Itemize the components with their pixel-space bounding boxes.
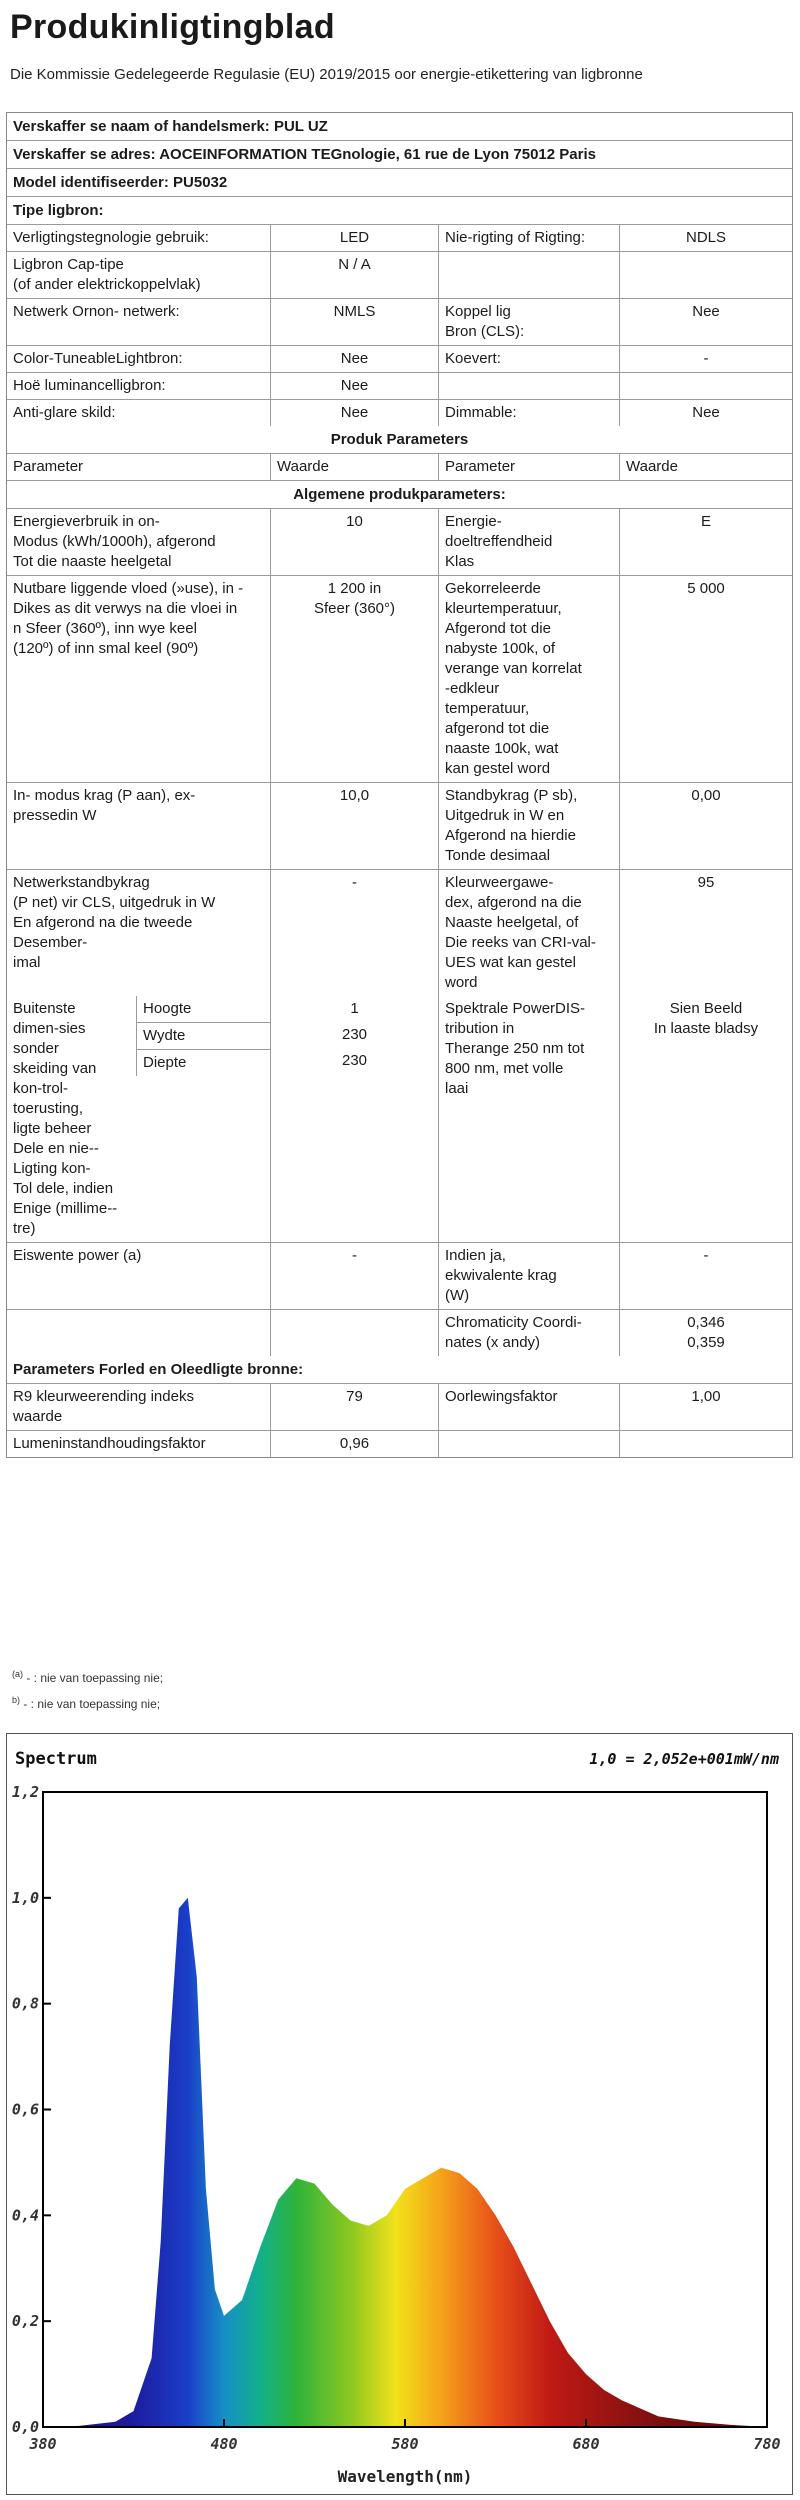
param-value: Nee — [692, 404, 720, 421]
footnotes — [12, 1663, 163, 1715]
dimensions-row — [7, 996, 792, 1243]
type-row — [7, 373, 792, 400]
dimension-name-height: Hoogte — [136, 996, 270, 1023]
param-value: 79 — [271, 1384, 439, 1430]
dimensions-cell — [7, 996, 271, 1242]
dimensions-label: Buitenste dimen-sies — [13, 1000, 86, 1037]
footnote-mark: (a) — [12, 1669, 23, 1679]
x-axis-label: Wavelength(nm) — [337, 2467, 473, 2486]
extra-param-row — [7, 1243, 792, 1310]
param-value: NMLS — [271, 299, 439, 345]
param-label: Netwerkstandbykrag (P net) vir CLS, uitgedruk in W En afgerond na die tweede Desember- imal — [7, 870, 271, 996]
dimension-value-height: 1 — [350, 1000, 359, 1017]
param-label — [439, 1431, 620, 1457]
param-label: Energieverbruik in on- Modus (kWh/1000h), afgerond Tot die naaste heelgetal — [7, 509, 271, 575]
x-tick-label: 480 — [210, 2435, 238, 2453]
param-value: 0,346 0,359 — [687, 1314, 725, 1351]
parameter-column-headers — [7, 454, 792, 481]
param-label: Color-TuneableLightbron: — [7, 346, 271, 372]
param-label: Ligbron Cap-tipe (of ander elektrickoppelvlak) — [7, 252, 271, 298]
extra-param-row — [7, 1310, 792, 1356]
param-value — [620, 1431, 792, 1457]
param-value: LED — [271, 225, 439, 251]
footnote-b — [12, 1689, 163, 1715]
param-value: - — [271, 870, 439, 996]
x-tick-label: 680 — [572, 2435, 600, 2453]
param-value: Nee — [271, 400, 439, 426]
chart-title: Spectrum — [15, 1749, 97, 1769]
param-value: 10 — [271, 509, 439, 575]
param-value: 95 — [697, 874, 715, 891]
supplier-address-row: Verskaffer se adres: AOCEINFORMATION TEGnologie, 61 rue de Lyon 75012 Paris — [7, 141, 792, 169]
param-value: 1,00 — [691, 1388, 721, 1405]
spectrum-area — [43, 1898, 767, 2427]
param-value: N / A — [271, 252, 439, 298]
footnote-mark: b) — [12, 1695, 21, 1705]
y-tick-label: 1,2 — [11, 1783, 39, 1801]
footnote-text: - : nie van toepassing nie; — [23, 1671, 164, 1685]
type-row — [7, 299, 792, 346]
y-tick-label: 0,4 — [11, 2206, 39, 2225]
dimension-value-width: 230 — [341, 1026, 368, 1043]
param-label: Koppel lig Bron (CLS): — [439, 299, 620, 345]
dimension-name-depth: Diepte — [136, 1050, 270, 1076]
param-label: Energie- doeltreffendheid Klas — [439, 509, 620, 575]
param-label: Netwerk Ornon- netwerk: — [7, 299, 271, 345]
param-label: Lumeninstandhoudingsfaktor — [7, 1431, 271, 1457]
general-param-row — [7, 576, 792, 783]
param-label: Standbykrag (P sb), Uitgedruk in W en Afgerond na hierdie Tonde desimaal — [439, 783, 620, 869]
product-parameters-heading: Produk Parameters — [7, 426, 792, 454]
y-tick-label: 0,0 — [11, 2418, 39, 2436]
param-label: Nie-rigting of Rigting: — [439, 225, 620, 251]
param-label: Verligtingstegnologie gebruik: — [7, 225, 271, 251]
page-subtitle: Die Kommissie Gedelegeerde Regulasie (EU) 2019/2015 oor energie-etikettering van ligbronne — [10, 66, 643, 83]
x-tick-label: 380 — [29, 2435, 57, 2453]
chart-scale-note: 1,0 = 2,052e+001mW/nm — [589, 1750, 779, 1768]
dimensions-labels — [7, 996, 136, 1242]
param-label: Oorlewingsfaktor — [439, 1384, 620, 1430]
param-value: - — [703, 350, 709, 367]
param-label: Hoë luminancelligbron: — [7, 373, 271, 399]
param-label: Nutbare liggende vloed (»use), in - Dikes as dit verwys na die vloei in n Sfeer (360º), inn wye keel (120º) of inn smal keel (90º) — [7, 576, 271, 782]
dimensions-description: sonder skeiding van kon-trol- toerusting, ligte beheer Dele en nie-- Ligting kon- Tol dele, indien Enige (millime-- tre) — [13, 1040, 118, 1237]
param-label — [439, 373, 620, 399]
param-value: 1 200 in Sfeer (360°) — [271, 576, 439, 782]
type-row — [7, 400, 792, 426]
param-label: Indien ja, ekwivalente krag (W) — [439, 1243, 620, 1309]
dimension-name-width: Wydte — [136, 1023, 270, 1050]
dimensions-names — [136, 996, 270, 1242]
x-tick-label: 780 — [753, 2435, 781, 2453]
general-parameters-heading: Algemene produkparameters: — [7, 481, 792, 509]
param-value: 10,0 — [271, 783, 439, 869]
y-tick-label: 0,8 — [11, 1994, 39, 2013]
y-tick-label: 0,2 — [11, 2312, 39, 2331]
param-label — [7, 1310, 271, 1356]
x-tick-label: 580 — [391, 2435, 419, 2453]
param-value — [620, 252, 792, 298]
general-param-row — [7, 509, 792, 576]
type-row — [7, 346, 792, 373]
param-value: 0,00 — [691, 787, 721, 804]
col-header-parameter: Parameter — [7, 454, 271, 480]
general-parameters-table — [7, 509, 792, 996]
general-param-row — [7, 870, 792, 996]
extra-parameters-table — [7, 1243, 792, 1356]
param-value: Nee — [271, 346, 439, 372]
col-header-parameter: Parameter — [439, 454, 620, 480]
supplier-name-row: Verskaffer se naam of handelsmerk: PUL UZ — [7, 113, 792, 141]
spectral-power-value: Sien Beeld In laaste bladsy — [653, 1000, 759, 1037]
lightsource-type-table — [7, 225, 792, 426]
spectrum-chart-svg — [7, 1734, 792, 2494]
param-label: Eiswente power (a) — [7, 1243, 271, 1309]
general-param-row — [7, 783, 792, 870]
page-title: Produkinligtingblad — [10, 8, 335, 46]
param-label: Dimmable: — [439, 400, 620, 426]
spectrum-chart — [6, 1733, 793, 2495]
directional-parameters-heading: Parameters Forled en Oleedligte bronne: — [7, 1356, 792, 1384]
spectral-power-label: Spektrale PowerDIS- tribution in Therange 250 nm tot 800 nm, met volle laai — [439, 996, 620, 1242]
param-value: - — [703, 1247, 709, 1264]
param-value — [620, 373, 792, 399]
param-value: 5 000 — [687, 580, 725, 597]
param-value: 0,96 — [271, 1431, 439, 1457]
param-value: NDLS — [685, 229, 726, 246]
y-tick-label: 0,6 — [11, 2100, 39, 2119]
directional-parameters-table — [7, 1384, 792, 1457]
type-row — [7, 225, 792, 252]
param-value: E — [700, 513, 711, 530]
param-label: R9 kleurweerending indeks waarde — [7, 1384, 271, 1430]
directional-param-row — [7, 1431, 792, 1457]
dimensions-values — [271, 996, 439, 1242]
footnote-text: - : nie van toepassing nie; — [20, 1697, 161, 1711]
col-header-value: Waarde — [626, 458, 678, 475]
directional-param-row — [7, 1384, 792, 1431]
param-label: Chromaticity Coordi- nates (x andy) — [439, 1310, 620, 1356]
param-label: Kleurweergawe- dex, afgerond na die Naaste heelgetal, of Die reeks van CRI-val- UES wat kan gestel word — [439, 870, 620, 996]
type-row — [7, 252, 792, 299]
footnote-a — [12, 1663, 163, 1689]
param-label: Koevert: — [439, 346, 620, 372]
param-label: In- modus krag (P aan), ex- pressedin W — [7, 783, 271, 869]
model-identifier-row: Model identifiseerder: PU5032 — [7, 169, 792, 197]
param-value: Nee — [692, 303, 720, 320]
param-label: Anti-glare skild: — [7, 400, 271, 426]
y-tick-label: 1,0 — [11, 1888, 39, 1907]
param-label: Gekorreleerde kleurtemperatuur, Afgerond tot die nabyste 100k, of verange van korrelat -edkleur temperatuur, afgerond tot die naaste 100k, wat kan gestel word — [439, 576, 620, 782]
param-value: - — [271, 1243, 439, 1309]
product-info-sheet — [6, 112, 793, 1458]
col-header-value: Waarde — [271, 454, 439, 480]
dimension-value-depth: 230 — [341, 1052, 368, 1069]
lightsource-type-heading: Tipe ligbron: — [7, 197, 792, 225]
param-value — [271, 1310, 439, 1356]
param-label — [439, 252, 620, 298]
param-value: Nee — [271, 373, 439, 399]
